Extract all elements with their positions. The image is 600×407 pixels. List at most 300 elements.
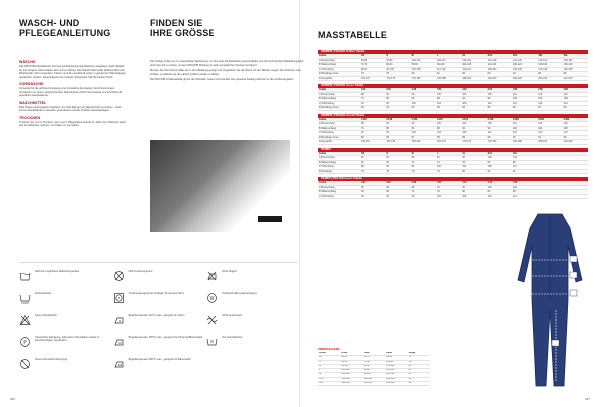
table-cell: 114-122: [363, 382, 385, 386]
measure-cell: 76: [436, 190, 461, 195]
measure-cell: 86: [512, 160, 537, 165]
measure-cell: 90: [487, 135, 512, 140]
column-header: Brust: [340, 352, 362, 356]
measure-label: C Hüftumfang: [318, 101, 360, 106]
care-item: [113, 314, 204, 330]
care-item: [206, 336, 297, 352]
table-cell: 88: [408, 382, 430, 386]
table-cell: 116-124: [385, 373, 407, 377]
size-table: [318, 114, 588, 145]
measure-cell: 79: [385, 72, 410, 77]
table-cell: 96-104: [340, 364, 362, 368]
measure-label: Körpergröße: [318, 140, 360, 145]
size-cell: Größe: [318, 54, 360, 58]
measure-cell: 120: [537, 101, 562, 106]
size-table-heading: HERREN | PROJOB Hosen Tabelle: [318, 84, 588, 88]
measure-cell: 108: [563, 97, 588, 102]
table-cell: XXL: [318, 377, 340, 381]
table-cell: 74-82: [363, 360, 385, 364]
measure-cell: 87: [537, 106, 562, 111]
table-cell: 68-74: [363, 356, 385, 360]
measure-cell: [537, 194, 562, 199]
table-cell: 104-112: [340, 369, 362, 373]
measure-cell: 72: [411, 190, 436, 195]
care-item: [206, 292, 297, 308]
size-cell: C148: [385, 118, 410, 122]
measure-cell: 68: [385, 190, 410, 195]
measure-cell: 128-132: [487, 67, 512, 72]
table-cell: L: [318, 369, 340, 373]
measure-cell: 100: [487, 156, 512, 161]
tumble-dry-icon: [113, 292, 125, 304]
size-cell: C44: [487, 181, 512, 185]
size-cell: C56: [512, 88, 537, 92]
measure-cell: 100: [512, 126, 537, 131]
measure-cell: 96: [385, 131, 410, 136]
measure-cell: 80: [461, 169, 486, 174]
measure-cell: 148-152: [563, 58, 588, 63]
measure-cell: 104: [461, 122, 486, 127]
section-text: Alle PROJOB Arbeitskleider sind gut auf Wiederholungs-Waschen ausgelegt; beide Modelle für eine längere Lebensdauer sind und so wichtig. Das Waschmittel sollte farbfreundlich sein, Weichspüler nicht verwenden. Farben und die Leuchtkraft sollen in getrennten Waschgängen gewaschen werden. Dauerwäsche bei niedriger Temperatur hält die Farben frisch.: [19, 65, 126, 79]
professional-clean-icon: [206, 292, 218, 304]
table-row: [318, 140, 588, 145]
measure-cell: 92: [436, 156, 461, 161]
measure-cell: 104: [512, 185, 537, 190]
measure-cell: 108: [487, 122, 512, 127]
measure-cell: 80-84: [385, 63, 410, 68]
measure-cell: 72-76: [360, 63, 385, 68]
measure-cell: 92: [360, 131, 385, 136]
section-wash: [19, 60, 127, 79]
size-cell: M: [411, 54, 436, 58]
measure-cell: 96: [411, 92, 436, 97]
care-label: Bügeltemperatur 150°C max., geeignet für Polyester/Baumwolle: [128, 336, 203, 339]
table-cell: 76: [408, 356, 430, 360]
measure-label: A Brustumfang: [318, 156, 360, 161]
size-cell: C48: [411, 88, 436, 92]
care-item: [19, 336, 110, 352]
size-cell: M: [411, 152, 436, 156]
size-cell: XS: [360, 152, 385, 156]
measure-cell: 188-194: [537, 140, 562, 145]
measure-cell: 92: [436, 185, 461, 190]
brand-logo: [258, 216, 282, 222]
measure-cell: 114: [512, 194, 537, 199]
section-detergent: [19, 101, 127, 113]
measure-cell: 104-108: [461, 63, 486, 68]
measure-cell: 140-144: [537, 58, 562, 63]
overall-figure-icon: [510, 210, 590, 390]
iron-200-icon: [113, 358, 125, 370]
measure-cell: 170-176: [385, 76, 410, 81]
size-cell: C146: [360, 118, 385, 122]
care-item: [113, 336, 204, 352]
size-cell: C58: [537, 88, 562, 92]
measure-label: A Brustumfang: [318, 58, 360, 63]
size-cell: Größe: [318, 118, 360, 122]
measure-cell: 85: [487, 106, 512, 111]
size-cell: XL: [461, 152, 486, 156]
youth-size-table: [318, 348, 430, 386]
care-item: [113, 292, 204, 308]
care-item: [113, 270, 204, 286]
measure-cell: 112-116: [436, 67, 461, 72]
section-text: Trocknen Sie nur im Trockner, wenn es im Pflegeetikett erlaubt ist. Nach dem Waschen sofort aus der Maschine nehmen, um Falten zu vermeiden.: [19, 120, 127, 127]
gentle-wash-icon: [19, 292, 31, 304]
size-table-heading: DAMEN | PROJOB Hosen Tabelle: [318, 177, 588, 181]
measure-cell: 96: [385, 101, 410, 106]
measure-cell: 194-200: [487, 76, 512, 81]
section-title: TROCKNEN: [19, 115, 41, 120]
size-cell: C44: [360, 88, 385, 92]
size-cell: C34: [360, 181, 385, 185]
size-cell: C46: [512, 181, 537, 185]
size-table: [318, 177, 588, 199]
size-cell: S: [385, 54, 410, 58]
table-cell: XS: [318, 356, 340, 360]
table-cell: 78: [408, 360, 430, 364]
measure-cell: 84: [487, 190, 512, 195]
measure-cell: 89: [461, 135, 486, 140]
size-cell: Größe: [318, 152, 360, 156]
measure-cell: 124: [563, 101, 588, 106]
care-item: [19, 358, 110, 374]
size-cell: C42: [461, 181, 486, 185]
table-row: [318, 194, 588, 199]
measure-cell: 100: [411, 131, 436, 136]
table-cell: 84: [408, 373, 430, 377]
care-label: Professionelle Lederreinigung: [222, 292, 257, 295]
care-label: Bügeltemperatur 110°C max., geeignet für Nylon: [128, 314, 185, 317]
measure-cell: 88: [411, 185, 436, 190]
measure-cell: 104: [537, 126, 562, 131]
measure-cell: 102: [436, 194, 461, 199]
measure-cell: 124-128: [487, 58, 512, 63]
measure-cell: 85: [537, 72, 562, 77]
measure-label: C Hüftumfang: [318, 194, 360, 199]
measure-cell: 112: [487, 131, 512, 136]
care-label: Nicht trocknungsrein: [128, 270, 153, 273]
measure-cell: 164-170: [436, 140, 461, 145]
size-table-heading: HERREN | PROJOB Größen Tabelle: [318, 50, 588, 54]
measure-cell: 84: [411, 126, 436, 131]
measure-cell: 84: [461, 106, 486, 111]
measure-cell: 116: [512, 101, 537, 106]
measure-cell: 100: [436, 165, 461, 170]
measure-cell: 158-164: [411, 140, 436, 145]
table-cell: 82: [408, 369, 430, 373]
wash-30-icon: [19, 270, 31, 282]
table-row: [318, 106, 588, 111]
measure-cell: 88: [563, 106, 588, 111]
size-table-heading: DAMEN: [318, 148, 588, 152]
measure-cell: 104: [461, 92, 486, 97]
measure-cell: 116: [537, 92, 562, 97]
size-title-line2: IHRE GRÖSSE: [150, 28, 215, 38]
measure-cell: 100: [512, 97, 537, 102]
measure-cell: 212-218: [563, 76, 588, 81]
measure-cell: 104: [436, 131, 461, 136]
measure-cell: 80: [360, 185, 385, 190]
size-cell: 4XL: [537, 54, 562, 58]
measure-cell: 152-156: [563, 67, 588, 72]
measure-cell: 108: [461, 131, 486, 136]
measure-cell: 92: [360, 101, 385, 106]
measure-cell: 76: [360, 97, 385, 102]
size-table: [318, 148, 588, 175]
measure-cell: 128-132: [537, 63, 562, 68]
size-paragraph: Messen Sie Ihre Körpermaße wie in der Abbildung gezeigt und vergleichen Sie die Werte mit der Tabelle. Liegen Sie zwischen zwei Größen, empfehlen wir die nächst größere Größe zu wählen.: [150, 69, 301, 76]
measure-cell: 104: [537, 97, 562, 102]
measure-cell: 206-212: [537, 76, 562, 81]
measure-label: B Taillenumfang: [318, 160, 360, 165]
measure-cell: 82: [487, 160, 512, 165]
table-cell: 112-120: [340, 373, 362, 377]
section-title: VORWÄSCHE: [19, 82, 44, 86]
measure-cell: 93: [563, 135, 588, 140]
page-number-left: 386: [10, 397, 16, 401]
measure-cell: 100-104: [411, 58, 436, 63]
table-cell: 92-100: [385, 360, 407, 364]
care-label: Trocknergeeignet bei niedriger Temperatur 60°C: [128, 292, 185, 295]
care-label: Nicht auswringen: [222, 314, 243, 317]
measure-cell: 96: [487, 126, 512, 131]
measure-cell: 92: [385, 122, 410, 127]
table-cell: 132-140: [385, 382, 407, 386]
measure-cell: 108: [563, 126, 588, 131]
table-cell: 80: [408, 364, 430, 368]
measure-cell: 88-92: [360, 67, 385, 72]
measure-cell: 120: [537, 131, 562, 136]
size-title-line1: FINDEN SIE: [150, 18, 203, 28]
measure-cell: 92: [461, 126, 486, 131]
measure-label: D Beinlänge: [318, 169, 360, 174]
measure-cell: 182-188: [436, 76, 461, 81]
youth-table-title: KINDER/JUGEND: [318, 348, 340, 351]
size-cell: C158: [512, 118, 537, 122]
measure-cell: 92: [385, 92, 410, 97]
column-header: Taille: [363, 352, 385, 356]
measure-cell: 86: [360, 135, 385, 140]
size-cell: C36: [385, 181, 410, 185]
table-cell: XL: [318, 373, 340, 377]
measure-cell: 94: [385, 194, 410, 199]
table-row: [318, 382, 430, 386]
measure-cell: 120: [563, 122, 588, 127]
care-text-column: [19, 60, 127, 131]
measure-cell: 76: [360, 126, 385, 131]
measure-cell: 88: [436, 97, 461, 102]
measure-cell: 80: [360, 156, 385, 161]
svg-text:W: W: [209, 295, 215, 302]
measure-cell: 92: [385, 165, 410, 170]
measure-cell: 104: [436, 101, 461, 106]
measure-cell: 88: [360, 92, 385, 97]
table-cell: 90-98: [363, 369, 385, 373]
measure-cell: 80: [385, 126, 410, 131]
measure-cell: 86: [512, 106, 537, 111]
size-cell: L: [436, 152, 461, 156]
size-cell: Größe: [318, 181, 360, 185]
size-cell: S: [385, 152, 410, 156]
measure-cell: 96: [411, 122, 436, 127]
section-drying: [19, 116, 127, 128]
measure-cell: 188-194: [461, 76, 486, 81]
table-cell: 128-136: [340, 382, 362, 386]
measure-cell: 88-92: [411, 63, 436, 68]
table-cell: 100-108: [385, 364, 407, 368]
measure-cell: 100: [436, 92, 461, 97]
measure-cell: 82: [461, 72, 486, 77]
measure-cell: 81: [385, 106, 410, 111]
no-chemical-icon: [19, 358, 31, 370]
measure-cell: 88: [360, 122, 385, 127]
size-cell: C152: [436, 118, 461, 122]
svg-text:P: P: [23, 339, 27, 346]
care-item: [206, 314, 297, 330]
measure-cell: 84-88: [360, 58, 385, 63]
measure-cell: 100: [487, 185, 512, 190]
size-cell: C60: [563, 88, 588, 92]
section-title: WASCHMITTEL: [19, 100, 47, 105]
size-cell: C54: [487, 88, 512, 92]
measure-cell: 182-188: [512, 140, 537, 145]
size-table-title: [318, 30, 387, 40]
measure-label: Körpergröße: [318, 76, 360, 81]
care-label: Schonwäsche: [35, 292, 52, 295]
measure-label: B Taillenumfang: [318, 190, 360, 195]
no-dryclean-icon: [113, 270, 125, 282]
care-label: Bügeltemperatur 200°C max., geeignet für Baumwolle: [128, 358, 191, 361]
table-cell: 108-116: [385, 369, 407, 373]
measure-label: C Hüftumfang: [318, 165, 360, 170]
size-title: [150, 18, 215, 38]
measure-cell: 82: [411, 106, 436, 111]
size-cell: C52: [461, 88, 486, 92]
measure-cell: 84: [411, 97, 436, 102]
measure-cell: 78: [461, 160, 486, 165]
table-row: [318, 169, 588, 174]
measure-cell: 112: [512, 165, 537, 170]
measure-cell: 120: [563, 92, 588, 97]
size-cell: C38: [411, 181, 436, 185]
page-number-right: 387: [584, 397, 590, 401]
care-item: [206, 270, 297, 286]
measure-cell: 78: [385, 169, 410, 174]
measure-cell: 106: [461, 194, 486, 199]
size-cell: C50: [436, 88, 461, 92]
measure-cell: 116: [537, 122, 562, 127]
table-cell: 124-132: [385, 377, 407, 381]
measure-cell: 112: [512, 122, 537, 127]
measure-cell: 88: [436, 135, 461, 140]
measure-cell: 66: [385, 160, 410, 165]
care-item: [19, 270, 110, 286]
measure-cell: 164-170: [360, 76, 385, 81]
measure-cell: 81: [512, 169, 537, 174]
care-title-line1: WASCH- UND: [19, 18, 80, 28]
measure-label: D Beinlänge innen: [318, 106, 360, 111]
table-cell: 80-88: [340, 356, 362, 360]
measure-label: C Hüftumfang: [318, 67, 360, 72]
measure-cell: 64: [360, 190, 385, 195]
care-title: [19, 18, 111, 38]
measure-cell: 98: [411, 194, 436, 199]
size-cell: C154: [461, 118, 486, 122]
measure-label: D Beinlänge innen: [318, 135, 360, 140]
measure-cell: 110: [487, 194, 512, 199]
no-bleach-icon: [206, 270, 218, 282]
measure-cell: 92-96: [385, 58, 410, 63]
measure-cell: 108: [487, 92, 512, 97]
size-cell: C160: [537, 118, 562, 122]
measure-cell: 170-176: [461, 140, 486, 145]
section-title: WÄSCHE: [19, 60, 36, 64]
size-cell: 3XL: [512, 152, 537, 156]
measure-cell: 132-136: [512, 58, 537, 63]
column-header: Länge: [408, 352, 430, 356]
size-table-heading: HERREN | PROJOB Overall Tabelle: [318, 114, 588, 118]
measure-cell: [563, 169, 588, 174]
blank-icon: [206, 358, 218, 370]
size-table: [318, 50, 588, 81]
measure-cell: 80: [487, 169, 512, 174]
care-title-line2: PFLEGEANLEITUNG: [19, 28, 111, 38]
measure-cell: 80: [360, 106, 385, 111]
size-table-title-text: MASSTABELLE: [318, 30, 388, 40]
care-item: [19, 292, 110, 308]
section-text: Bitte Dosierungsvorgaben beachten. Zu hohe Mengen an Waschmittel vermeiden – diese können Rückstände im Gewebe verursachen und die Funktion beeinträchtigen.: [19, 105, 122, 112]
care-label: Nicht bügeln: [222, 270, 237, 273]
measure-label: A Brustumfang: [318, 185, 360, 190]
measure-cell: 86: [385, 135, 410, 140]
measure-cell: 92: [461, 97, 486, 102]
section-text: Verwende für die gröbste Reinigung eine Vorwäsche bei starken Verschmutzungen. Vorwäsche mit einem entsprechenden Waschmittel schützt die Gewebe und erleichtert die eigentliche Hauptwäsche.: [19, 87, 123, 97]
size-cell: C40: [436, 181, 461, 185]
measure-cell: 120-124: [461, 67, 486, 72]
measure-cell: 112: [487, 101, 512, 106]
care-label: Nur Handwäsche: [222, 336, 243, 339]
table-cell: 88-96: [340, 360, 362, 364]
hang-dry-icon: [206, 336, 218, 348]
measure-cell: 79: [436, 169, 461, 174]
measure-cell: 88: [360, 165, 385, 170]
measure-cell: 100: [411, 101, 436, 106]
measure-cell: 116: [512, 131, 537, 136]
measure-cell: 108: [461, 101, 486, 106]
size-text-column: [150, 60, 308, 84]
measure-cell: 88: [411, 156, 436, 161]
size-cell: C46: [385, 88, 410, 92]
size-cell: L: [436, 54, 461, 58]
measure-cell: 80: [461, 190, 486, 195]
measure-cell: 62: [360, 160, 385, 165]
table-cell: 98-106: [363, 373, 385, 377]
measure-cell: 108: [487, 165, 512, 170]
measure-cell: 136-140: [563, 63, 588, 68]
care-item: [206, 358, 297, 374]
measure-cell: 78: [360, 72, 385, 77]
size-paragraph: Die richtige Größe ist von wesentlicher Bedeutung, um eine gute Arbeitskleidung auszuwählen und die hochwertigen Bekleidungsteile auch sinnvoll zu nutzen. Unsere PROJOB Kleidung ist nach europäischen Normen konzipiert.: [150, 60, 304, 67]
size-cell: C150: [411, 118, 436, 122]
overall-illustration: [510, 210, 590, 390]
size-cell: XS: [360, 54, 385, 58]
measure-cell: 80: [385, 97, 410, 102]
measure-cell: 88: [512, 190, 537, 195]
measure-cell: 80: [411, 72, 436, 77]
measure-cell: 87: [411, 135, 436, 140]
measure-cell: 108-112: [436, 58, 461, 63]
